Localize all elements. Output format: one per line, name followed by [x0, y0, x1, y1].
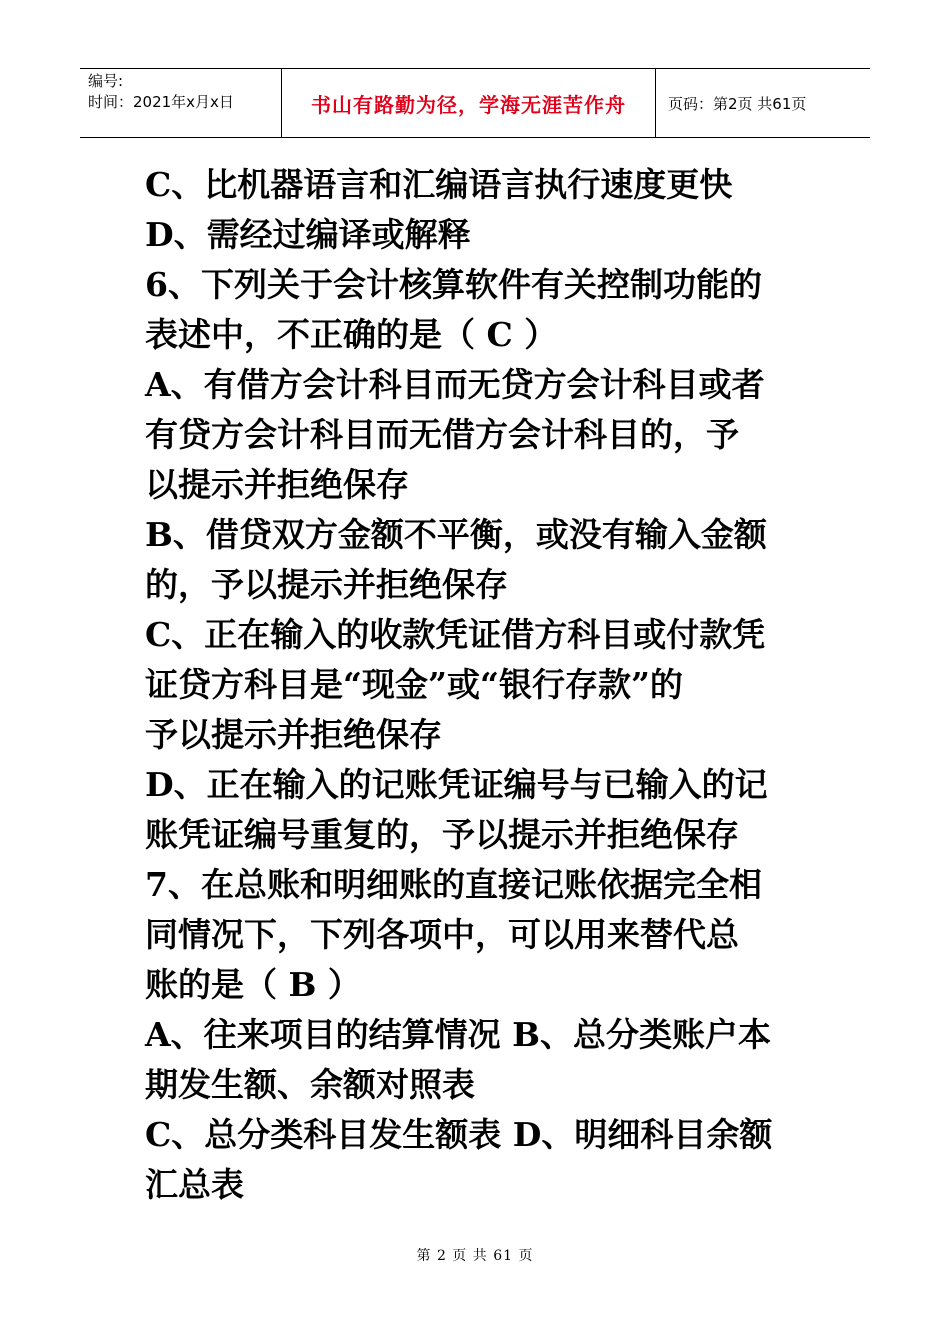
page-header — [80, 68, 870, 138]
text-line: C、总分类科目发生额表 D、明细科目余额 — [145, 1115, 773, 1154]
text-line: 期发生额、余额对照表 — [145, 1065, 475, 1104]
text-line: D、需经过编译或解释 — [145, 215, 471, 254]
number-label: 编号: — [88, 72, 124, 90]
text-line: 账的是（ B ） — [145, 965, 361, 1004]
text-line: 有贷方会计科目而无借方会计科目的，予 — [145, 415, 739, 454]
page-footer — [0, 1245, 950, 1265]
text-line: C、比机器语言和汇编语言执行速度更快 — [145, 165, 733, 204]
page-info-cell — [656, 69, 870, 137]
text-line: C、正在输入的收款凭证借方科目或付款凭 — [145, 615, 766, 654]
text-line: A、往来项目的结算情况 B、总分类账户本 — [145, 1015, 771, 1054]
text-line: 表述中，不正确的是（ C ） — [145, 315, 558, 354]
text-line: D、正在输入的记账凭证编号与已输入的记 — [145, 765, 768, 804]
document-body — [145, 160, 810, 1210]
text-line: 7、在总账和明细账的直接记账依据完全相 — [145, 865, 762, 904]
text-line: 予以提示并拒绝保存 — [145, 715, 442, 754]
motto-text: 书山有路勤为径，学海无涯苦作舟 — [311, 92, 626, 117]
motto-cell — [282, 69, 656, 137]
time-label: 时间：2021年x月x日 — [88, 93, 234, 111]
text-line: 证贷方科目是“现金”或“银行存款”的 — [145, 665, 683, 704]
text-line: A、有借方会计科目而无贷方会计科目或者 — [145, 365, 765, 404]
text-line: 同情况下，下列各项中，可以用来替代总 — [145, 915, 739, 954]
page-info-text: 页码：第2页 共61页 — [668, 94, 807, 113]
text-line: 以提示并拒绝保存 — [145, 465, 409, 504]
text-line: 的，予以提示并拒绝保存 — [145, 565, 508, 604]
text-line: 6、下列关于会计核算软件有关控制功能的 — [145, 265, 762, 304]
header-meta-cell — [80, 69, 282, 137]
text-line: B、借贷双方金额不平衡，或没有输入金额 — [145, 515, 767, 554]
text-line: 账凭证编号重复的，予以提示并拒绝保存 — [145, 815, 739, 854]
text-line: 汇总表 — [145, 1165, 244, 1204]
footer-page-number: 第 2 页 共 61 页 — [416, 1248, 534, 1264]
